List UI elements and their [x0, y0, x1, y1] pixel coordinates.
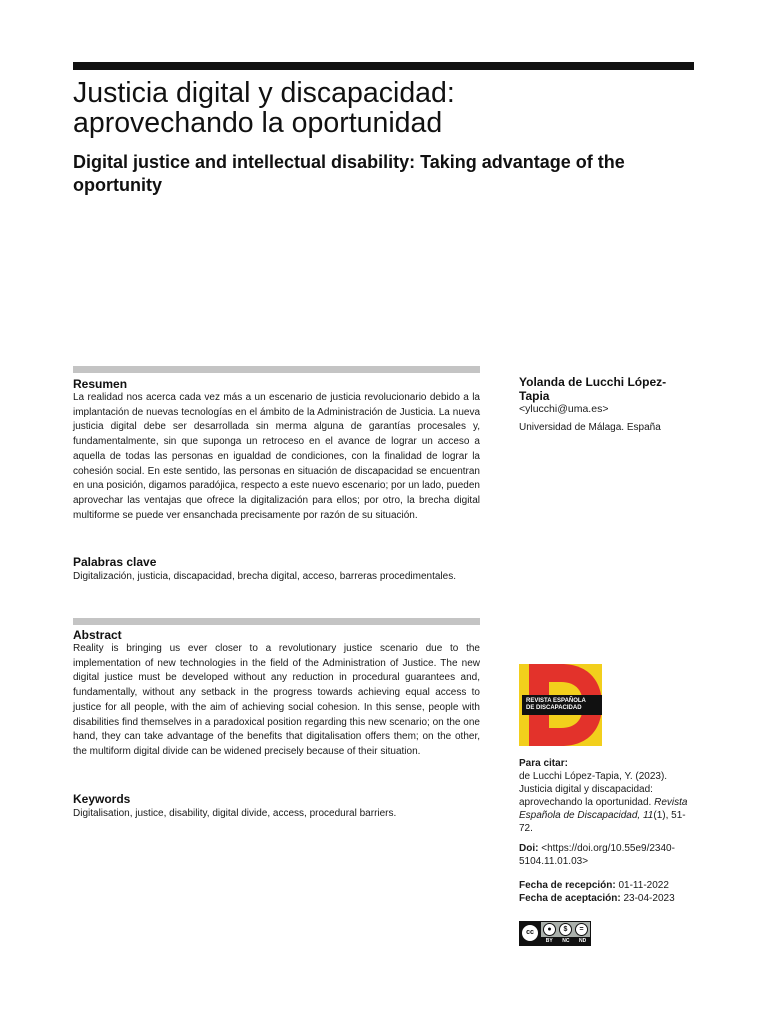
cc-labels	[541, 937, 591, 945]
top-rule	[73, 62, 694, 70]
accepted-date: 23-04-2023	[620, 893, 675, 904]
palabras-clave-heading: Palabras clave	[73, 555, 157, 569]
citation-journal: Revista Española de Discapacidad, 11	[519, 797, 688, 821]
cc-nd-label: ND	[578, 938, 587, 944]
article-title-es	[73, 78, 694, 138]
attribution-icon: ●	[543, 923, 556, 936]
section-divider	[73, 366, 480, 373]
cc-license-badge[interactable]	[519, 921, 591, 946]
received-date: 01-11-2022	[615, 880, 669, 891]
citation-text	[519, 770, 695, 835]
citation-label: Para citar:	[519, 758, 568, 769]
keywords-text: Digitalisation, justice, disability, digital divide, access, procedural barriers.	[73, 808, 397, 819]
keywords-heading: Keywords	[73, 792, 131, 806]
resumen-text: La realidad nos acerca cada vez más a un escenario de justicia revolucionario debido a la implantación de nuevas tecnologías en el ámbito de la Administración de Justicia. La nueva justicia digital debe ser desarrollada sin merma alguna de garantías procesales y, fundamentalmente, sin que suponga un retroceso en el avance de lograr un acceso a aquella de todas las personas en igualdad de condiciones, con la finalidad de lograr la cohesión social. En este sentido, las personas en situación de discapacidad se encuentran en una posición, digamos paradójica, respecto a este nuevo escenario; por un lado, pueden aprovechar las ventajas que ofrece la digitalización para ellos; por otro, la brecha digital multiforme se puede ver ensanchada precisamente por razón de su situación.	[73, 392, 480, 521]
received-label: Fecha de recepción:	[519, 880, 616, 891]
doi	[519, 842, 695, 868]
logo-text-line2: DE DISCAPACIDAD	[526, 705, 582, 711]
cc-icons	[543, 923, 588, 936]
journal-logo	[519, 664, 602, 746]
author-email[interactable]: <ylucchi@uma.es>	[519, 403, 609, 415]
title-es-line1: Justicia digital y discapacidad:	[73, 77, 455, 109]
cc-left-block	[520, 922, 541, 945]
author-affiliation: Universidad de Málaga. España	[519, 422, 661, 433]
logo-text	[522, 695, 602, 715]
noncommercial-icon: $	[559, 923, 572, 936]
logo-text-line1: REVISTA ESPAÑOLA	[526, 698, 586, 704]
abstract-heading: Abstract	[73, 628, 122, 642]
noderivatives-icon: =	[575, 923, 588, 936]
dates	[519, 879, 695, 905]
title-es-line2: aprovechando la oportunidad	[73, 107, 443, 139]
palabras-clave-text: Digitalización, justicia, discapacidad, brecha digital, acceso, barreras procedimentales.	[73, 571, 456, 582]
article-title-en: Digital justice and intellectual disability: Taking advantage of the oportunity	[73, 152, 625, 195]
citation-issue: (1), 51-72.	[519, 810, 686, 834]
resumen-heading: Resumen	[73, 377, 128, 391]
doi-link[interactable]: <https://doi.org/10.55e9/2340-5104.11.01.03>	[519, 843, 675, 867]
author-name: Yolanda de Lucchi López-Tapia	[519, 375, 667, 403]
cc-by-label: BY	[545, 938, 553, 944]
abstract-text: Reality is bringing us ever closer to a revolutionary justice scenario due to the implementation of new technologies in the field of the Administration of Justice. The new digital justice must be developed without any reduction in procedural guarantees and, fundamentally, without any setback in the progress towards achieving equal access to justice for all people, with the aim of achieving social cohesion. In this sense, people with disabilities find themselves in a paradoxical position regarding this new scenario; on the one hand, they can take advantage of the benefits that digitalisation offers them; on the other, the multiform digital divide can be widened precisely because of their situation.	[73, 643, 480, 757]
cc-icon: cc	[522, 925, 538, 941]
accepted-label: Fecha de aceptación:	[519, 893, 621, 904]
cc-nc-label: NC	[562, 938, 570, 944]
doi-label: Doi:	[519, 843, 539, 854]
citation-plain: de Lucchi López-Tapia, Y. (2023). Justicia digital y discapacidad: aprovechando la oportunidad.	[519, 771, 668, 808]
section-divider	[73, 618, 480, 625]
